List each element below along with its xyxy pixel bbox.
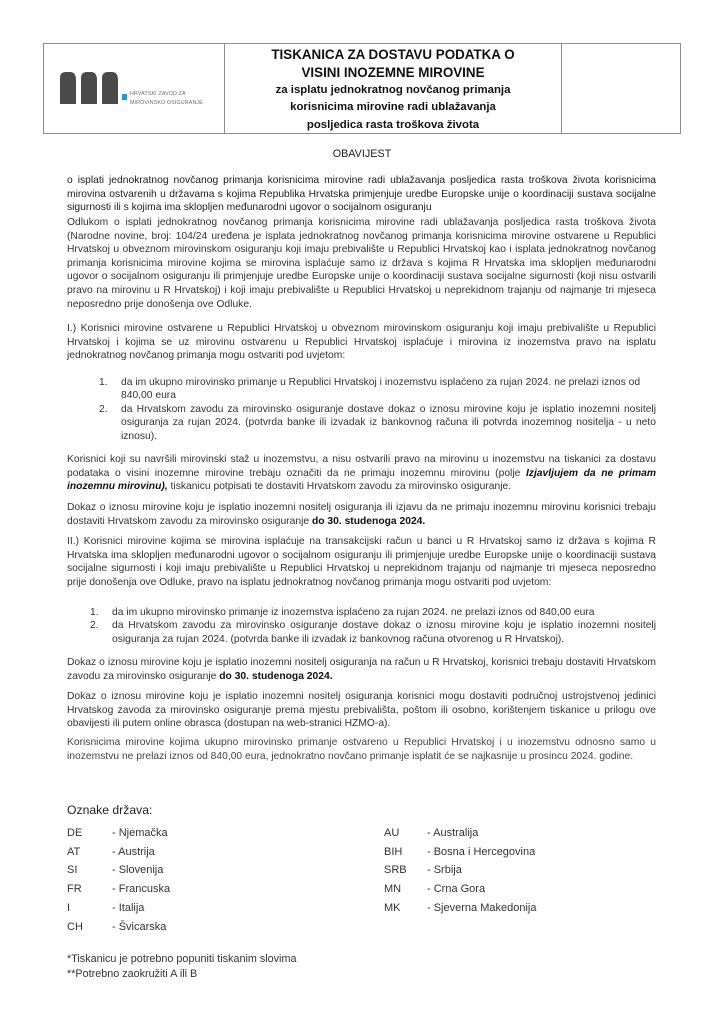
country-list-left — [67, 824, 170, 936]
country-code: MN — [384, 883, 402, 896]
paragraph-no-foreign-pension — [67, 453, 656, 494]
list-item — [99, 403, 656, 443]
country-row — [384, 861, 536, 880]
title-cell — [225, 44, 562, 133]
country-name: - Srbija — [427, 864, 462, 877]
deadline: do 30. studenoga 2024. — [219, 670, 333, 682]
conditions-list-1 — [99, 376, 656, 443]
country-name: - Sjeverna Makedonija — [427, 901, 537, 914]
paragraph-submission: Dokaz o iznosu mirovine koju je isplatio inozemni nositelj osiguranja korisnici mogu dostaviti područnoj ustrojstvenoj jedinici Hrvatskog zavoda za mirovinsko osiguranje prema mjestu prebivališta, poštom ili osobno, korištenjem tiskanice u prilogu ove obavijesti ili putem online obrasca (dostupan na web-stranici HZMO-a). — [67, 691, 656, 730]
footnote-print: *Tiskanicu je potrebno popuniti tiskanim slovima — [67, 953, 297, 965]
logo-text — [130, 90, 203, 108]
country-code: FR — [67, 883, 82, 896]
header-table — [43, 43, 681, 134]
logo-accent-square — [122, 94, 127, 100]
list-text: da im ukupno mirovinsko primanje iz inozemstva isplaćeno za rujan 2024. ne prelazi iznos od 840,00 eura — [112, 607, 595, 618]
list-item — [90, 606, 656, 619]
country-code: MK — [384, 901, 401, 914]
text: Korisnici koji su navršili mirovinski staž u inozemstvu, a nisu ostvarili pravo na mirovinu u inozemstvu na tiskanici za dostavu podataka o visini inozemne mirovine trebaju označiti da ne primaju inozemnu mirovinu (polje — [67, 454, 656, 479]
country-row — [67, 880, 170, 899]
country-name: - Italija — [112, 901, 145, 914]
list-number: 1. — [99, 377, 108, 388]
country-code: SRB — [384, 864, 407, 877]
paragraph-section-2: II.) Korisnici mirovine kojima se mirovina isplaćuje na transakcijski račun u banci u R Hrvatskoj samo iz država s kojima R Hrvatska ima sklopljen međunarodni ugovor o socijalnom osiguranju ili primjenjuje uredbe Europske unije o koordinaciji sustava socijalne sigurnosti i koji imaju prebivalište u Republici Hrvatskoj u neprekidnom trajanju od najmanje tri mjeseca neposredno prije donošenja ove Odluke, pravo na isplatu jednokratnog novčanog primanja mogu ostvariti pod uvjetom: — [67, 536, 656, 588]
list-item — [90, 619, 656, 646]
country-name: - Francuska — [112, 883, 171, 896]
paragraph-decision: Odlukom o isplati jednokratnog novčanog primanja korisnicima mirovine radi ublažavanja posljedica rasta troškova života (Narodne novine, broj: 104/24 uređena je isplata jednokratnog novčanog primanja korisnicima mirovine ostvarene u Republici Hrvatskoj u obveznom mirovinskom osiguranju koji imaju prebivalište u Republici Hrvatskoj kao i isplata jednokratnog novčanog primanja korisnicima mirovine kojima se mirovina isplaćuje samo iz država s kojima R Hrvatska ima sklopljen međunarodni ugovor o socijalnom osiguranju ili primjenjuje uredbe Europske unije o koordinaciji sustava socijalne sigurnosti (koji nisu ostvarili pravo na mirovinu u R Hrvatskoj) i koji imaju prebivalište u Republici Hrvatskoj u neprekidnom trajanju od najmanje tri mjeseca neposredno prije donošenja ove Odluke. — [67, 217, 656, 310]
list-item — [99, 376, 656, 403]
country-code: AT — [67, 845, 81, 858]
country-row — [67, 843, 170, 862]
country-code: BIH — [384, 845, 403, 858]
conditions-list-2 — [90, 606, 656, 646]
footnote-circle: **Potrebno zaokružiti A ili B — [67, 967, 198, 980]
list-number: 1. — [90, 607, 99, 618]
country-name: - Slovenija — [112, 864, 164, 877]
text: tiskanicu potpisati te dostaviti Hrvatskom zavodu za mirovinsko osiguranje. — [167, 481, 512, 493]
paragraph-deadline-2 — [67, 656, 656, 683]
form-title-line2: VISINI INOZEMNE MIROVINE — [301, 65, 485, 80]
paragraph-payment: Korisnicima mirovine kojima ukupno mirovinsko primanje ostvareno u Republici Hrvatskoj i u inozemstvu odnosno samo u inozemstvu ne prelazi iznos od 840,00 eura, jednokratno novčano primanje isplatit će se najkasnije u prosincu 2024. godine. — [67, 737, 656, 762]
country-row — [67, 824, 170, 843]
country-code: SI — [67, 864, 78, 877]
notice-intro: o isplati jednokratnog novčanog primanja korisnicima mirovine radi ublažavanja posljedica rasta troškova života korisnicima mirovina ostvarenih u državama s kojima Republika Hrvatska primjenjuje uredbe Europske unije o koordinaciji sustava socijalne sigurnosti ili s kojima ima sklopljen međunarodni ugovor o socijalnom osiguranju — [67, 175, 656, 214]
logo-text-line1: HRVATSKI ZAVOD ZA — [130, 91, 186, 97]
country-row — [67, 918, 170, 937]
country-row — [384, 824, 536, 843]
list-number: 2. — [99, 403, 108, 415]
country-code: I — [67, 901, 71, 914]
country-list-right — [384, 824, 536, 918]
form-title-line1: TISKANICA ZA DOSTAVU PODATKA O — [271, 47, 515, 62]
text: Dokaz o iznosu mirovine koju je isplatio inozemni nositelj osiguranja ili izjavu da ne primaju inozemnu mirovinu korisnici trebaju dostaviti Hrvatskom zavodu za mirovinsko osiguranje — [67, 502, 656, 527]
form-subtitle-line2: korisnicima mirovine radi ublažavanja — [290, 101, 496, 114]
country-code: AU — [384, 827, 400, 839]
country-row — [384, 899, 536, 918]
country-name: - Australija — [427, 827, 479, 839]
country-code: CH — [67, 920, 83, 933]
logo-text-line2: MIROVINSKO OSIGURANJE — [130, 100, 203, 106]
country-row — [67, 899, 170, 918]
country-row — [67, 861, 170, 880]
country-code: DE — [67, 827, 83, 839]
list-number: 2. — [90, 620, 99, 632]
hzmo-logo-icon — [60, 72, 120, 104]
country-row — [384, 843, 536, 862]
country-name: - Švicarska — [112, 920, 167, 933]
country-name: - Bosna i Hercegovina — [427, 845, 536, 858]
paragraph-deadline-1 — [67, 501, 656, 528]
country-name: - Austrija — [112, 845, 155, 858]
list-text: da Hrvatskom zavodu za mirovinsko osiguranje dostave dokaz o iznosu mirovine koju je isplatio inozemni nositelj osiguranja za rujan 2024. (potvrda banke ili izvadak iz bankovnog računa otvorenog u R Hrvatskoj). — [112, 620, 656, 645]
empty-cell — [562, 44, 680, 133]
form-subtitle-line1: za isplatu jednokratnog novčanog primanja — [275, 84, 511, 96]
form-subtitle-line3: posljedica rasta troškova života — [306, 118, 480, 131]
list-text: da im ukupno mirovinsko primanje u Republici Hrvatskoj i inozemstvu isplaćeno za rujan 2024. ne prelazi iznos od 840,00 eura — [121, 377, 641, 402]
notice-heading: OBAVIJEST — [332, 148, 392, 160]
country-name: - Crna Gora — [427, 883, 486, 896]
declaration-field-reference: Izjavljujem da ne primam inozemnu mirovinu), — [67, 467, 656, 493]
list-text: da Hrvatskom zavodu za mirovinsko osiguranje dostave dokaz o iznosu mirovine koju je isplatio inozemni nositelj osiguranja za rujan 2024. (potvrda banke ili izvadak iz bankovnog računa ili potvrda inozemnog nositelja - u neto iznosu). — [121, 403, 656, 442]
countries-title: Oznake država: — [67, 803, 153, 817]
footnotes — [67, 952, 296, 981]
logo-cell — [44, 44, 225, 133]
country-name: - Njemačka — [112, 827, 168, 839]
country-row — [384, 880, 536, 899]
paragraph-section-1: I.) Korisnici mirovine ostvarene u Republici Hrvatskoj u obveznom mirovinskom osiguranju koji imaju prebivalište u Republici Hrvatskoj i kojima se uz mirovinu ostvarenu u Republici Hrvatskoj isplaćuje i mirovina iz inozemstva pravo na isplatu jednokratnog novčanog primanja mogu ostvariti pod uvjetom: — [67, 323, 656, 362]
text: Dokaz o iznosu mirovine koju je isplatio inozemni nositelj osiguranja na račun u R Hrvatskoj, korisnici trebaju dostaviti Hrvatskom zavodu za mirovinsko osiguranje — [67, 657, 656, 682]
deadline: do 30. studenoga 2024. — [311, 515, 426, 527]
